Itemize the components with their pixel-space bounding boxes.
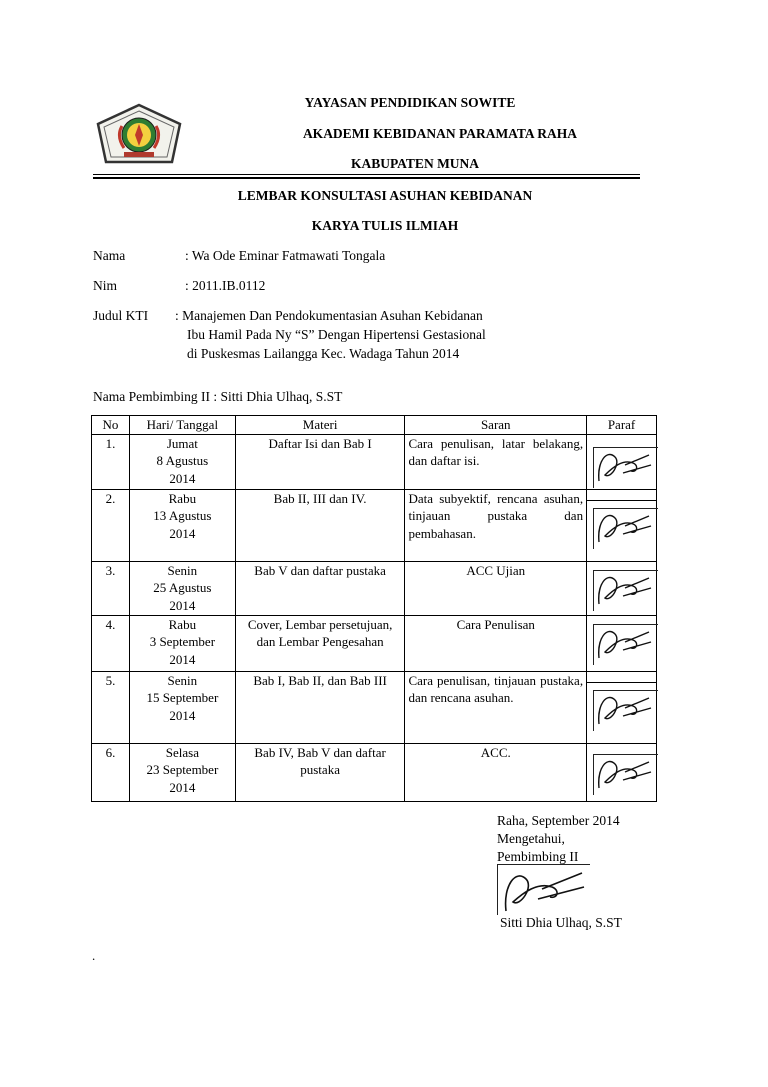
row-date-text: 23 September xyxy=(146,762,219,777)
advisor-signature xyxy=(497,864,590,915)
signature-line xyxy=(587,682,656,683)
table-row xyxy=(92,561,657,615)
row-day: Rabu xyxy=(168,490,197,506)
academy-name: AKADEMI KEBIDANAN PARAMATA RAHA xyxy=(302,126,578,141)
row-paraf xyxy=(587,671,657,743)
header-no: No xyxy=(92,416,130,435)
row-no: 3. xyxy=(92,561,130,615)
header-rule-thin xyxy=(93,174,640,175)
row-materi: Bab I, Bab II, dan Bab III xyxy=(235,671,405,743)
row-saran: ACC. xyxy=(405,743,587,801)
title-label: Judul KTI xyxy=(93,308,149,323)
signature-scribble xyxy=(593,568,657,610)
name-label: Nama xyxy=(93,248,126,263)
row-paraf xyxy=(587,434,657,489)
header-materi: Materi xyxy=(235,416,405,435)
row-no: 1. xyxy=(92,434,130,489)
row-paraf xyxy=(587,615,657,671)
advisor-role: Pembimbing II xyxy=(497,849,579,864)
advisor-name: Sitti Dhia Ulhaq, S.ST xyxy=(500,915,622,930)
table-row xyxy=(92,671,657,743)
row-saran: Cara penulisan, tinjauan pustaka, dan rencana asuhan. xyxy=(405,671,587,743)
form-title: LEMBAR KONSULTASI ASUHAN KEBIDANAN xyxy=(237,188,533,203)
row-materi: Bab II, III dan IV. xyxy=(235,489,405,561)
signature-scribble xyxy=(593,622,657,664)
table-row xyxy=(92,615,657,671)
row-date-text: 13 Agustus xyxy=(153,508,212,523)
row-year: 2014 xyxy=(169,707,196,723)
advisor-line: Nama Pembimbing II : Sitti Dhia Ulhaq, S.ST xyxy=(93,389,343,404)
row-saran: Cara penulisan, latar belakang, dan daftar isi. xyxy=(405,434,587,489)
row-paraf xyxy=(587,561,657,615)
header-rule-thick xyxy=(93,177,640,179)
row-day: Selasa xyxy=(165,744,199,760)
signature-scribble xyxy=(593,506,657,548)
signature-scribble xyxy=(593,752,657,794)
row-saran: Data subyektif, rencana asuhan, tinjauan pustaka dan pembahasan. xyxy=(405,489,587,561)
row-no: 6. xyxy=(92,743,130,801)
row-day: Jumat xyxy=(166,435,198,451)
table-row xyxy=(92,434,657,489)
row-no: 2. xyxy=(92,489,130,561)
row-date-text: 25 Agustus xyxy=(153,580,212,595)
name-value: : Wa Ode Eminar Fatmawati Tongala xyxy=(185,248,386,263)
row-year: 2014 xyxy=(169,470,196,486)
row-date xyxy=(129,561,235,615)
acknowledged-label: Mengetahui, xyxy=(497,831,565,846)
row-date xyxy=(129,615,235,671)
signature-scribble xyxy=(593,688,657,730)
row-date xyxy=(129,671,235,743)
table-header-row xyxy=(92,416,657,435)
row-date xyxy=(129,743,235,801)
row-day: Senin xyxy=(167,672,198,688)
signature-line xyxy=(587,500,656,501)
footer-mark: . xyxy=(92,948,96,963)
row-materi: Bab IV, Bab V dan daftar pustaka xyxy=(235,743,405,801)
nim-value: : 2011.IB.0112 xyxy=(185,278,266,293)
title-line-1: : Manajemen Dan Pendokumentasian Asuhan Kebidanan xyxy=(175,308,483,323)
row-materi: Daftar Isi dan Bab I xyxy=(235,434,405,489)
form-subtitle: KARYA TULIS ILMIAH xyxy=(311,218,459,233)
row-saran: ACC Ujian xyxy=(405,561,587,615)
table-row xyxy=(92,489,657,561)
row-date xyxy=(129,489,235,561)
row-date xyxy=(129,434,235,489)
consultation-table xyxy=(91,415,657,802)
row-no: 5. xyxy=(92,671,130,743)
row-date-text: 15 September xyxy=(146,690,219,705)
row-materi: Bab V dan daftar pustaka xyxy=(235,561,405,615)
title-line-2: Ibu Hamil Pada Ny “S” Dengan Hipertensi Gestasional xyxy=(187,327,486,342)
foundation-name: YAYASAN PENDIDIKAN SOWITE xyxy=(304,95,516,110)
row-no: 4. xyxy=(92,615,130,671)
header-date: Hari/ Tanggal xyxy=(129,416,235,435)
row-year: 2014 xyxy=(169,597,196,613)
row-paraf xyxy=(587,489,657,561)
place-date: Raha, September 2014 xyxy=(497,813,620,828)
header-paraf: Paraf xyxy=(587,416,657,435)
row-day: Rabu xyxy=(168,616,197,632)
row-year: 2014 xyxy=(169,525,196,541)
signature-scribble xyxy=(593,445,657,487)
row-saran: Cara Penulisan xyxy=(405,615,587,671)
row-date-text: 3 September xyxy=(149,634,216,649)
nim-label: Nim xyxy=(93,278,118,293)
row-year: 2014 xyxy=(169,779,196,795)
title-line-3: di Puskesmas Lailangga Kec. Wadaga Tahun 2014 xyxy=(187,346,460,361)
regency-name: KABUPATEN MUNA xyxy=(350,156,480,171)
row-materi: Cover, Lembar persetujuan, dan Lembar Pengesahan xyxy=(235,615,405,671)
row-day: Senin xyxy=(167,562,198,578)
row-year: 2014 xyxy=(169,651,196,667)
row-date-text: 8 Agustus xyxy=(156,453,209,468)
row-paraf xyxy=(587,743,657,801)
academy-logo xyxy=(94,102,184,170)
header-saran: Saran xyxy=(405,416,587,435)
table-row xyxy=(92,743,657,801)
